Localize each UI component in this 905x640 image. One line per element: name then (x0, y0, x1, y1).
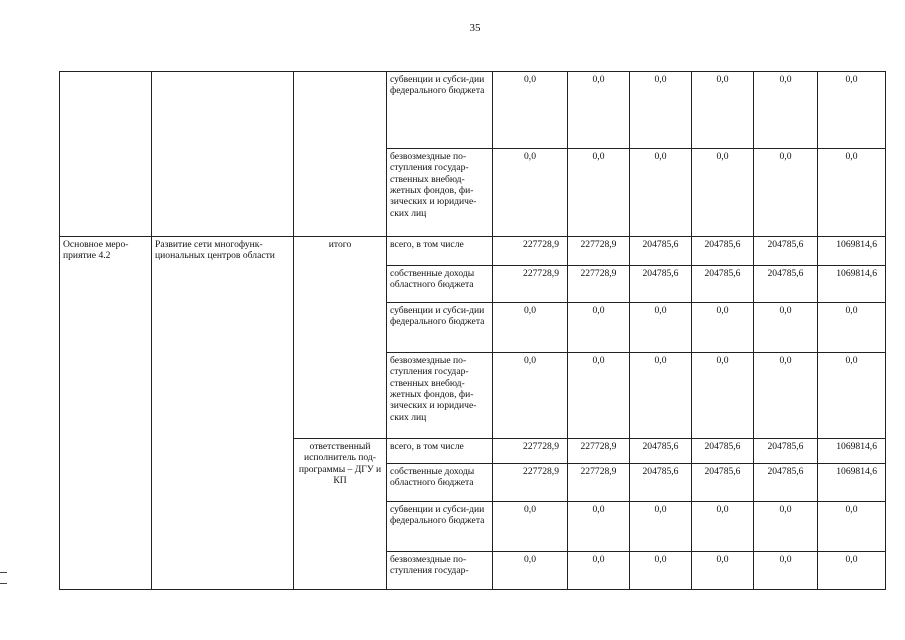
group-label: ответственный исполнитель под-программы – ДГУ и КП (294, 439, 387, 590)
value-cell: 0,0 (754, 303, 818, 353)
funding-source: субвенции и субси-дии федерального бюджета (387, 502, 493, 552)
budget-table (59, 71, 886, 590)
value-cell: 204785,6 (630, 266, 692, 303)
funding-source: субвенции и субси-дии федерального бюджета (387, 303, 493, 353)
measure-title: Развитие сети многофунк-циональных центров области (152, 237, 294, 590)
group-label: итого (294, 237, 387, 439)
value-cell: 204785,6 (754, 266, 818, 303)
value-cell: 204785,6 (692, 439, 754, 464)
value-cell: 227728,9 (493, 464, 568, 502)
value-cell: 0,0 (493, 552, 568, 590)
value-cell: 0,0 (818, 353, 886, 439)
value-cell: 0,0 (754, 149, 818, 237)
value-cell: 0,0 (493, 72, 568, 149)
empty-cell (60, 72, 152, 237)
value-cell: 0,0 (818, 502, 886, 552)
empty-cell (294, 72, 387, 237)
value-cell: 0,0 (630, 72, 692, 149)
value-cell: 1069814,6 (818, 237, 886, 266)
value-cell: 0,0 (692, 303, 754, 353)
table-row (60, 237, 886, 266)
value-cell: 227728,9 (568, 266, 630, 303)
funding-source: всего, в том числе (387, 439, 493, 464)
value-cell: 0,0 (630, 552, 692, 590)
value-cell: 204785,6 (692, 464, 754, 502)
value-cell: 227728,9 (493, 266, 568, 303)
value-cell: 0,0 (754, 72, 818, 149)
value-cell: 0,0 (754, 353, 818, 439)
value-cell: 0,0 (493, 149, 568, 237)
empty-cell (152, 72, 294, 237)
value-cell: 0,0 (818, 303, 886, 353)
value-cell: 0,0 (818, 72, 886, 149)
value-cell: 0,0 (692, 552, 754, 590)
value-cell: 204785,6 (692, 237, 754, 266)
value-cell: 0,0 (568, 72, 630, 149)
value-cell: 0,0 (630, 303, 692, 353)
value-cell: 0,0 (692, 72, 754, 149)
value-cell: 204785,6 (630, 464, 692, 502)
value-cell: 0,0 (754, 552, 818, 590)
value-cell: 204785,6 (754, 237, 818, 266)
value-cell: 0,0 (568, 303, 630, 353)
value-cell: 0,0 (493, 353, 568, 439)
funding-source: собственные доходы областного бюджета (387, 464, 493, 502)
value-cell: 0,0 (630, 149, 692, 237)
value-cell: 227728,9 (493, 439, 568, 464)
value-cell: 204785,6 (630, 439, 692, 464)
value-cell: 227728,9 (568, 439, 630, 464)
value-cell: 0,0 (692, 502, 754, 552)
measure-name: Основное меро-приятие 4.2 (60, 237, 152, 590)
value-cell: 204785,6 (630, 237, 692, 266)
value-cell: 204785,6 (692, 266, 754, 303)
value-cell: 0,0 (692, 149, 754, 237)
scan-edge-mark (0, 583, 7, 584)
value-cell: 1069814,6 (818, 439, 886, 464)
value-cell: 0,0 (568, 552, 630, 590)
value-cell: 227728,9 (568, 237, 630, 266)
value-cell: 0,0 (692, 353, 754, 439)
funding-source: безвозмездные по-ступления государ- (387, 552, 493, 590)
value-cell: 0,0 (754, 502, 818, 552)
funding-source: всего, в том числе (387, 237, 493, 266)
value-cell: 0,0 (493, 303, 568, 353)
funding-source: безвозмездные по-ступления государ-ственных внебюд-жетных фондов, фи-зических и юридиче-ских лиц (387, 149, 493, 237)
value-cell: 227728,9 (493, 237, 568, 266)
value-cell: 227728,9 (568, 464, 630, 502)
value-cell: 0,0 (493, 502, 568, 552)
scan-edge-mark (0, 572, 7, 573)
funding-source: собственные доходы областного бюджета (387, 266, 493, 303)
value-cell: 0,0 (630, 353, 692, 439)
value-cell: 0,0 (568, 149, 630, 237)
value-cell: 0,0 (818, 552, 886, 590)
page-number: 35 (469, 22, 481, 34)
funding-source: субвенции и субси-дии федерального бюджета (387, 72, 493, 149)
value-cell: 1069814,6 (818, 266, 886, 303)
value-cell: 1069814,6 (818, 464, 886, 502)
value-cell: 0,0 (630, 502, 692, 552)
value-cell: 0,0 (568, 353, 630, 439)
table-row (60, 72, 886, 149)
funding-source: безвозмездные по-ступления государ-ственных внебюд-жетных фондов, фи-зических и юридиче-ских лиц (387, 353, 493, 439)
value-cell: 204785,6 (754, 464, 818, 502)
value-cell: 204785,6 (754, 439, 818, 464)
value-cell: 0,0 (568, 502, 630, 552)
value-cell: 0,0 (818, 149, 886, 237)
